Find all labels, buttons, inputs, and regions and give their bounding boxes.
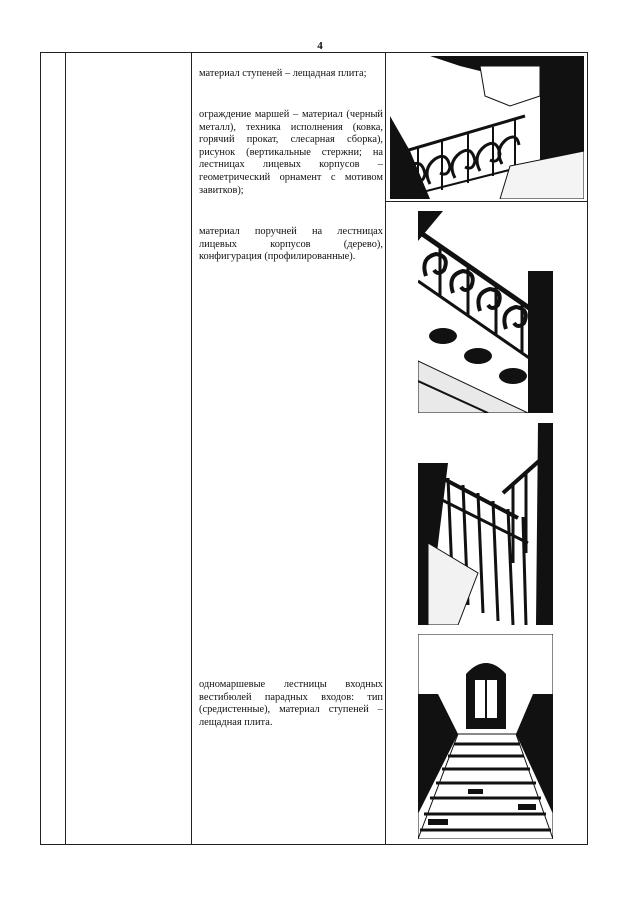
document-table (40, 52, 588, 845)
paragraph-handrail-material: материал поручней на лестницах лицевых корпусов (дерево), конфигурация (профилированные). (199, 226, 383, 263)
photo-railing-closeup (418, 211, 553, 413)
column-divider (191, 53, 192, 844)
photo-entrance-stair (418, 634, 553, 839)
page-number: 4 (317, 40, 323, 52)
photo-vertical-bars-stair (418, 423, 553, 625)
paragraph-step-material: материал ступеней – лещадная плита; (199, 68, 367, 79)
photo-ornamental-railing (390, 56, 584, 199)
paragraph-railing-description: ограждение маршей – материал (черный металл), техника исполнения (ковка, горячий прокат, слесарная сборка), рисунок (вертикальные стержни; на лестницах лицевых корпусов – геометрический орнамент с мотивом завитков); (199, 109, 383, 196)
row-divider (385, 201, 587, 202)
paragraph-entrance-stairs: одномаршевые лестницы входных вестибюлей парадных входов: тип (средистенные), материал ступеней – лещадная плита. (199, 679, 383, 728)
column-divider (385, 53, 386, 844)
column-divider (65, 53, 66, 844)
